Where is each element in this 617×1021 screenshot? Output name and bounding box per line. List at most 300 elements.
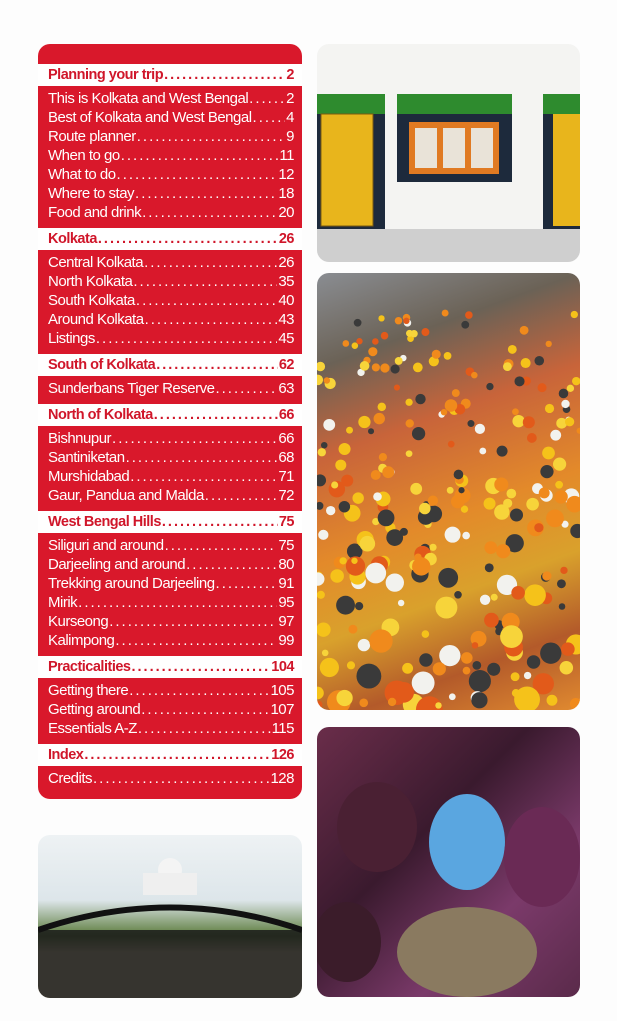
toc-entry[interactable] <box>38 128 302 147</box>
dot-leader <box>115 632 277 649</box>
toc-entry[interactable] <box>38 90 302 109</box>
dot-leader <box>112 430 277 447</box>
toc-entry[interactable] <box>38 109 302 128</box>
toc-page-number: 9 <box>286 128 294 145</box>
flower-pile <box>565 417 574 426</box>
flower-pile <box>331 481 338 488</box>
toc-entry-label: Credits <box>48 770 93 787</box>
flower-pile <box>514 376 524 386</box>
flower-pile <box>542 447 555 460</box>
toc-section-row[interactable] <box>38 744 302 766</box>
flower-pile <box>406 419 414 427</box>
flower-pile <box>405 399 412 406</box>
dot-leader <box>216 575 278 592</box>
toc-entry[interactable] <box>38 430 302 449</box>
dot-leader <box>135 185 277 202</box>
toc-entry-label: Where to stay <box>48 185 135 202</box>
toc-page-number: 45 <box>278 330 294 347</box>
flower-pile <box>317 572 324 585</box>
toc-page-number: 99 <box>278 632 294 649</box>
flower-pile <box>317 362 325 371</box>
flower-pile <box>471 372 478 379</box>
toc-entry[interactable] <box>38 632 302 651</box>
flower-pile <box>369 629 392 652</box>
flower-pile <box>326 506 335 515</box>
flower-pile <box>540 642 561 663</box>
flower-pile <box>429 544 436 551</box>
toc-page-number: 2 <box>286 67 294 83</box>
toc-page-number: 11 <box>279 147 294 164</box>
flower-pile <box>428 496 438 506</box>
flower-pile <box>342 340 349 347</box>
dot-leader <box>96 330 277 347</box>
toc-entry[interactable] <box>38 720 302 739</box>
flower-pile <box>368 347 377 356</box>
dot-leader <box>98 228 278 250</box>
flower-pile <box>503 362 512 371</box>
flower-pile <box>445 399 458 412</box>
dot-leader <box>165 537 278 554</box>
toc-section-row[interactable] <box>38 354 302 376</box>
flower-pile <box>479 448 486 455</box>
toc-page-number: 40 <box>278 292 294 309</box>
flower-pile <box>527 433 537 443</box>
flower-pile <box>444 352 452 360</box>
toc-entry-label: Index <box>48 747 84 763</box>
toc-entry-label: Food and drink <box>48 204 142 221</box>
toc-entry[interactable] <box>38 701 302 720</box>
flower-pile <box>475 424 485 434</box>
flower-pile <box>355 602 363 610</box>
toc-entry[interactable] <box>38 449 302 468</box>
flower-pile <box>538 383 547 392</box>
dot-leader <box>131 656 270 678</box>
toc-entry-label: Getting there <box>48 682 129 699</box>
toc-page-number: 95 <box>278 594 294 611</box>
flower-pile <box>317 687 324 700</box>
dot-leader <box>162 511 278 533</box>
flower-pile <box>554 490 567 503</box>
dot-leader <box>136 292 277 309</box>
toc-entry-label: Darjeeling and around <box>48 556 186 573</box>
flower-pile <box>570 698 580 710</box>
flower-pile <box>559 603 566 610</box>
flower-pile <box>484 613 499 628</box>
flower-pile <box>485 563 494 572</box>
toc-section-items <box>38 86 302 228</box>
flower-pile <box>500 625 523 648</box>
flower-pile <box>317 474 326 486</box>
toc-entry[interactable] <box>38 575 302 594</box>
toc-entry[interactable] <box>38 682 302 701</box>
flower-pile <box>484 541 497 554</box>
flower-pile <box>458 487 464 493</box>
toc-page-number: 43 <box>278 311 294 328</box>
toc-entry[interactable] <box>38 613 302 632</box>
toc-page-number: 75 <box>278 537 294 554</box>
flower-pile <box>496 544 510 558</box>
toc-section-row[interactable] <box>38 511 302 533</box>
toc-page-number: 126 <box>271 747 294 763</box>
dot-leader <box>164 64 285 86</box>
flower-pile <box>546 341 552 347</box>
flower-pile <box>540 465 553 478</box>
toc-page-number: 4 <box>286 109 294 126</box>
flower-pile <box>560 661 574 675</box>
toc-entry[interactable] <box>38 292 302 311</box>
flower-pile <box>487 663 500 676</box>
dot-leader <box>156 354 278 376</box>
flower-pile <box>324 377 330 383</box>
toc-entry[interactable] <box>38 770 302 789</box>
flower-pile <box>322 650 329 657</box>
photo-building-facade <box>317 44 580 262</box>
toc-page-number: 72 <box>278 487 294 504</box>
flower-pile <box>497 446 508 457</box>
flower-pile <box>442 310 449 317</box>
flower-pile <box>368 428 374 434</box>
toc-entry[interactable] <box>38 166 302 185</box>
dot-leader <box>205 487 278 504</box>
flower-pile <box>356 338 362 344</box>
toc-entry-label: Central Kolkata <box>48 254 144 271</box>
toc-section-heading <box>38 354 302 376</box>
toc-entry[interactable] <box>38 556 302 575</box>
toc-entry-label: Practicalities <box>48 659 131 675</box>
dot-leader <box>141 701 269 718</box>
flower-pile <box>433 662 446 675</box>
flower-pile <box>432 350 441 359</box>
flower-pile <box>480 595 490 605</box>
toc-section-items <box>38 376 302 404</box>
toc-entry-label: South Kolkata <box>48 292 135 309</box>
toc-entry-label: Kurseong <box>48 613 109 630</box>
flower-pile <box>465 311 473 319</box>
flower-pile <box>511 586 525 600</box>
toc-section-row[interactable] <box>38 64 302 86</box>
flower-pile <box>570 524 580 538</box>
dot-leader <box>133 273 277 290</box>
flower-pile <box>356 664 381 689</box>
flower-pile <box>379 453 387 461</box>
toc-entry[interactable] <box>38 594 302 613</box>
toc-section-heading <box>38 64 302 86</box>
flower-pile <box>412 427 425 440</box>
flower-pile <box>524 672 531 679</box>
flower-pile <box>471 692 487 708</box>
flower-pile <box>317 701 322 709</box>
flower-pile <box>539 488 550 499</box>
toc-entry[interactable] <box>38 185 302 204</box>
toc-entry[interactable] <box>38 468 302 487</box>
toc-entry[interactable] <box>38 537 302 556</box>
flower-pile <box>438 568 458 588</box>
flower-pile <box>461 652 473 664</box>
toc-entry-label: Murshidabad <box>48 468 130 485</box>
flower-pile <box>511 672 520 681</box>
toc-entry-label: Bishnupur <box>48 430 112 447</box>
dot-leader <box>144 254 277 271</box>
flower-pile <box>546 509 564 527</box>
dot-leader <box>109 613 277 630</box>
flower-pile <box>520 326 529 335</box>
flower-pile <box>491 594 498 601</box>
flower-pile <box>412 557 430 575</box>
toc-section-heading <box>38 228 302 250</box>
toc-section-items <box>38 766 302 799</box>
flower-pile <box>461 321 469 329</box>
flower-pile <box>527 655 540 668</box>
toc-top-cap <box>38 44 302 64</box>
flower-pile <box>448 441 455 448</box>
flower-pile <box>410 483 422 495</box>
toc-entry-label: Siliguri and around <box>48 537 164 554</box>
dot-leader <box>215 380 277 397</box>
toc-page-number: 12 <box>278 166 294 183</box>
toc-entry-label: Sunderbans Tiger Reserve <box>48 380 215 397</box>
dot-leader <box>253 109 286 126</box>
toc-entry-label: Best of Kolkata and West Bengal <box>48 109 252 126</box>
toc-entry-label: South of Kolkata <box>48 357 156 373</box>
toc-entry[interactable] <box>38 487 302 506</box>
flower-pile <box>371 470 381 480</box>
toc-page-number: 26 <box>278 254 294 271</box>
toc-entry-label: What to do <box>48 166 116 183</box>
toc-page-number: 115 <box>271 720 294 737</box>
flower-pile <box>317 622 331 636</box>
toc-page-number: 68 <box>278 449 294 466</box>
dot-leader <box>93 770 269 787</box>
flower-pile <box>378 403 386 411</box>
flower-pile <box>441 409 447 415</box>
flower-pile <box>393 682 414 703</box>
flower-pile <box>378 315 384 321</box>
flower-pile <box>561 400 569 408</box>
toc-section-items <box>38 250 302 354</box>
photo-holi-kali-faces <box>317 727 580 997</box>
toc-entry-label: When to go <box>48 147 120 164</box>
toc-entry-label: Kalimpong <box>48 632 115 649</box>
flower-pile <box>365 563 386 584</box>
flower-pile <box>320 658 339 677</box>
flower-pile <box>542 571 551 580</box>
toc-entry[interactable] <box>38 147 302 166</box>
flower-pile <box>445 527 461 543</box>
flower-pile <box>386 529 403 546</box>
flower-pile <box>547 695 558 706</box>
toc-section-row[interactable] <box>38 228 302 250</box>
toc-page-number: 107 <box>270 701 294 718</box>
flower-pile <box>486 383 493 390</box>
flower-pile <box>406 450 413 457</box>
flower-pile <box>503 499 512 508</box>
toc-page-number: 105 <box>270 682 294 699</box>
flower-pile <box>330 569 344 583</box>
toc-section-items <box>38 678 302 744</box>
flower-pile <box>572 377 580 385</box>
flower-pile <box>506 489 516 499</box>
flower-pile <box>360 536 376 552</box>
flower-pile <box>447 487 454 494</box>
flower-pile <box>372 363 380 371</box>
flower-pile <box>317 375 323 385</box>
flower-pile <box>388 698 396 706</box>
flower-pile <box>484 498 496 510</box>
toc-entry-label: Mirik <box>48 594 78 611</box>
flower-pile <box>555 481 563 489</box>
flower-pile <box>577 428 580 434</box>
toc-page-number: 91 <box>278 575 294 592</box>
flower-pile <box>347 661 355 669</box>
toc-entry-label: Essentials A-Z <box>48 720 137 737</box>
toc-entry-label: West Bengal Hills <box>48 514 161 530</box>
flower-pile <box>462 532 470 540</box>
flower-pile <box>413 363 423 373</box>
toc-page-number: 75 <box>278 514 294 530</box>
toc-page-number: 71 <box>278 468 294 485</box>
toc-section-items <box>38 426 302 511</box>
toc-page-number: 63 <box>278 380 294 397</box>
flower-pile <box>454 470 464 480</box>
dot-leader <box>142 204 277 221</box>
flower-pile <box>550 430 561 441</box>
flower-pile <box>403 318 409 324</box>
flower-pile <box>422 630 430 638</box>
toc-entry-label: Gaur, Pandua and Malda <box>48 487 204 504</box>
flower-pile <box>557 579 566 588</box>
flower-pile <box>534 356 544 366</box>
flower-pile <box>373 492 382 501</box>
toc-entry-label: North of Kolkata <box>48 407 153 423</box>
toc-entry-label: Trekking around Darjeeling <box>48 575 215 592</box>
flower-pile <box>336 690 352 706</box>
photo-flower-market-crowd <box>317 273 580 710</box>
flower-pile <box>412 671 435 694</box>
photo-victoria-memorial-gate <box>38 835 302 998</box>
flower-pile <box>359 699 368 708</box>
flower-pile <box>317 591 325 599</box>
flower-pile <box>469 670 491 692</box>
dot-leader <box>117 166 278 183</box>
flower-pile <box>454 591 462 599</box>
flower-pile <box>348 625 357 634</box>
toc-entry-label: Planning your trip <box>48 67 164 83</box>
toc-page-number: 66 <box>278 430 294 447</box>
flower-pile <box>339 501 350 512</box>
toc-page-number: 35 <box>278 273 294 290</box>
toc-entry-label: Route planner <box>48 128 136 145</box>
flower-pile <box>321 442 328 449</box>
dot-leader <box>249 90 285 107</box>
dot-leader <box>129 682 269 699</box>
flower-pile <box>346 427 353 434</box>
flower-pile <box>354 319 362 327</box>
flower-pile <box>524 584 546 606</box>
flower-pile <box>419 653 432 666</box>
dot-leader <box>126 449 278 466</box>
toc-page-number: 128 <box>270 770 294 787</box>
toc-entry[interactable] <box>38 273 302 292</box>
flower-pile <box>339 443 351 455</box>
flower-pile <box>380 363 389 372</box>
flower-pile <box>398 600 404 606</box>
flower-pile <box>318 448 326 456</box>
toc-section-row[interactable] <box>38 404 302 426</box>
toc-entry-label: Santiniketan <box>48 449 125 466</box>
flower-pile <box>467 420 474 427</box>
flower-pile <box>521 358 531 368</box>
toc-entry[interactable] <box>38 311 302 330</box>
toc-entry-label: Getting around <box>48 701 141 718</box>
toc-entry-label: Listings <box>48 330 95 347</box>
flower-pile <box>358 416 370 428</box>
toc-section-row[interactable] <box>38 656 302 678</box>
toc-entry[interactable] <box>38 254 302 273</box>
dot-leader <box>138 720 271 737</box>
dot-leader <box>145 311 278 328</box>
toc-entry[interactable] <box>38 204 302 223</box>
flower-pile <box>402 663 413 674</box>
flower-pile <box>571 311 578 318</box>
flower-pile <box>419 503 431 515</box>
flower-pile <box>452 389 460 397</box>
flower-pile <box>523 416 535 428</box>
toc-entry[interactable] <box>38 330 302 349</box>
flower-pile <box>526 498 539 511</box>
flower-pile <box>323 419 335 431</box>
flower-pile <box>318 530 328 540</box>
flower-pile <box>386 573 404 591</box>
flower-pile <box>435 597 457 619</box>
flower-pile <box>340 557 347 564</box>
toc-entry-label: North Kolkata <box>48 273 133 290</box>
flower-pile <box>317 502 323 510</box>
flower-pile <box>510 508 523 521</box>
flower-pile <box>472 642 479 649</box>
dot-leader <box>154 404 278 426</box>
toc-page-number: 2 <box>286 90 294 107</box>
flower-pile <box>472 661 481 670</box>
toc-entry-label: Around Kolkata <box>48 311 144 328</box>
toc-page-number: 80 <box>278 556 294 573</box>
toc-page-number: 20 <box>278 204 294 221</box>
flower-pile <box>352 342 359 349</box>
flower-pile <box>335 460 346 471</box>
flower-pile <box>372 338 379 345</box>
flower-pile <box>374 413 385 424</box>
flower-pile <box>382 466 394 478</box>
dot-leader <box>78 594 277 611</box>
toc-entry-label: This is Kolkata and West Bengal <box>48 90 249 107</box>
toc-page-number: 104 <box>271 659 294 675</box>
flower-pile <box>352 492 363 503</box>
toc-entry[interactable] <box>38 380 302 399</box>
flower-pile <box>508 345 517 354</box>
flower-pile <box>435 702 441 708</box>
toc-page-number: 62 <box>278 357 294 373</box>
flower-pile <box>406 330 413 337</box>
flower-pile <box>463 667 471 675</box>
flower-pile <box>553 458 566 471</box>
flower-pile <box>567 385 574 392</box>
flower-pile <box>358 639 370 651</box>
flower-pile <box>560 567 567 574</box>
flower-pile <box>561 642 575 656</box>
dot-leader <box>84 744 270 766</box>
table-of-contents <box>38 44 302 799</box>
flower-pile <box>415 394 425 404</box>
flower-pile <box>451 495 465 509</box>
